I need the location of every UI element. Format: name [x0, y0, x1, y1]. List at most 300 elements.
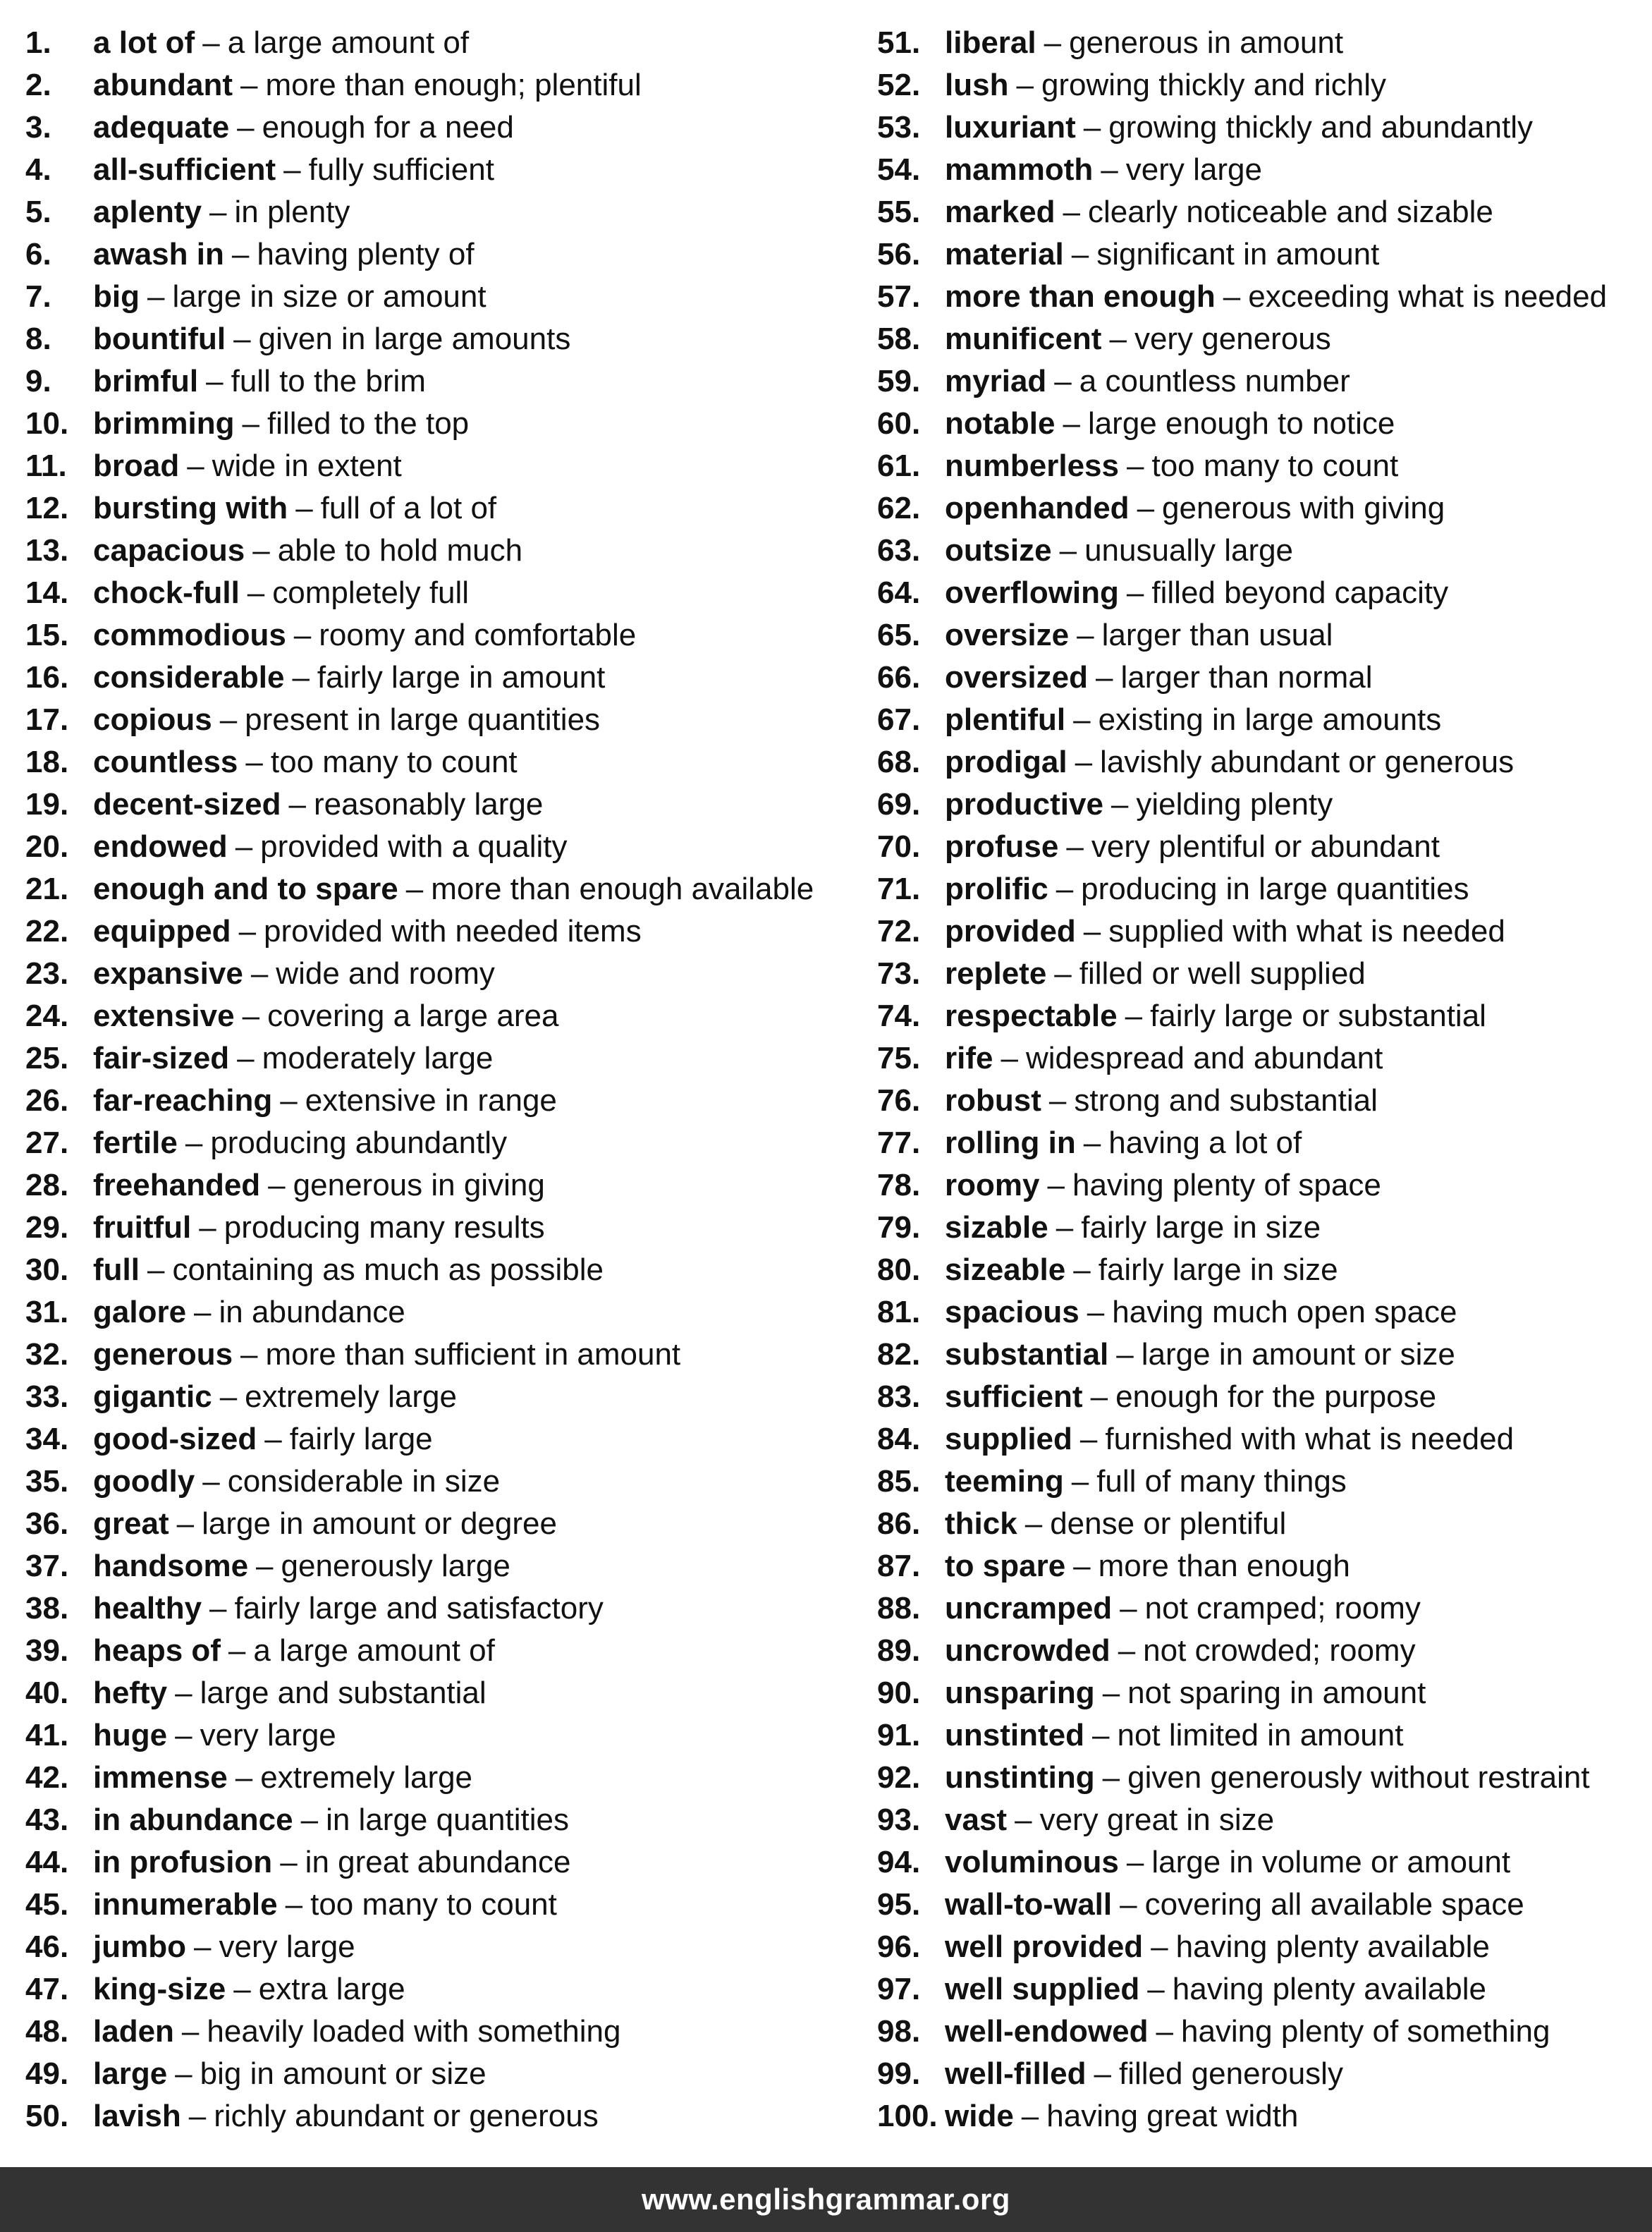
item-word: to spare — [945, 1549, 1066, 1583]
list-item — [877, 64, 1646, 106]
list-item — [25, 149, 857, 191]
item-number: 92. — [877, 1760, 921, 1795]
item-word: robust — [945, 1083, 1041, 1118]
item-definition: too many to count — [270, 745, 518, 779]
list-item — [877, 1841, 1646, 1884]
item-word: equipped — [93, 914, 231, 949]
list-item — [877, 1630, 1646, 1672]
item-word: lavish — [93, 2099, 181, 2133]
item-number: 47. — [25, 1972, 69, 2006]
item-word: unsparing — [945, 1676, 1095, 1710]
item-separator: – — [1073, 1549, 1091, 1583]
item-definition: large in amount or size — [1141, 1337, 1455, 1372]
list-item — [25, 2053, 857, 2095]
item-definition: extensive in range — [305, 1083, 557, 1118]
item-definition: fairly large in amount — [317, 660, 606, 695]
item-separator: – — [242, 406, 259, 441]
list-item — [877, 910, 1646, 953]
item-separator: – — [1083, 110, 1101, 145]
item-separator: – — [188, 2099, 207, 2133]
item-definition: given generously without restraint — [1127, 1760, 1590, 1795]
item-number: 28. — [25, 1168, 69, 1202]
list-item — [25, 1545, 857, 1587]
item-number: 96. — [877, 1929, 921, 1964]
item-number: 95. — [877, 1887, 921, 1922]
item-separator: – — [268, 1168, 286, 1202]
list-item — [877, 403, 1646, 445]
item-number: 15. — [25, 618, 69, 652]
item-definition: provided with needed items — [264, 914, 642, 949]
item-word: handsome — [93, 1549, 249, 1583]
item-definition: fairly large — [289, 1422, 433, 1456]
list-item — [877, 1884, 1646, 1926]
item-word: uncramped — [945, 1591, 1113, 1626]
item-number: 73. — [877, 956, 921, 991]
item-definition: reasonably large — [314, 787, 544, 822]
item-word: supplied — [945, 1422, 1072, 1456]
item-number: 65. — [877, 618, 921, 652]
item-word: vast — [945, 1803, 1008, 1837]
list-item — [25, 1926, 857, 1968]
item-separator: – — [1083, 914, 1101, 949]
item-word: wide — [945, 2099, 1014, 2133]
item-definition: full of a lot of — [320, 491, 497, 525]
item-word: endowed — [93, 829, 228, 864]
item-word: galore — [93, 1295, 187, 1329]
item-word: notable — [945, 406, 1056, 441]
item-number: 27. — [25, 1126, 69, 1160]
list-item — [25, 276, 857, 318]
item-definition: a countless number — [1079, 364, 1350, 398]
item-definition: strong and substantial — [1074, 1083, 1378, 1118]
item-separator: – — [1110, 787, 1129, 822]
list-item — [877, 1926, 1646, 1968]
item-number: 57. — [877, 279, 921, 314]
list-item — [25, 22, 857, 64]
item-definition: filled beyond capacity — [1151, 575, 1449, 610]
list-item — [25, 1714, 857, 1757]
item-definition: in plenty — [234, 195, 350, 229]
item-number: 30. — [25, 1252, 69, 1287]
item-word: sizeable — [945, 1252, 1066, 1287]
item-separator: – — [252, 533, 270, 568]
item-definition: more than enough available — [431, 872, 814, 906]
item-word: unstinted — [945, 1718, 1084, 1752]
list-item — [877, 1757, 1646, 1799]
list-item — [25, 1503, 857, 1545]
item-definition: growing thickly and abundantly — [1108, 110, 1533, 145]
item-word: in profusion — [93, 1845, 273, 1879]
item-word: profuse — [945, 829, 1059, 864]
item-separator: – — [185, 1126, 203, 1160]
item-number: 8. — [25, 322, 51, 356]
item-word: plentiful — [945, 702, 1066, 737]
item-definition: extra large — [258, 1972, 405, 2006]
item-definition: considerable in size — [227, 1464, 501, 1499]
item-word: great — [93, 1506, 169, 1541]
item-separator: – — [175, 1676, 192, 1710]
list-item — [877, 276, 1646, 318]
item-separator: – — [202, 25, 220, 60]
list-item — [877, 1587, 1646, 1630]
item-word: openhanded — [945, 491, 1130, 525]
item-separator: – — [1048, 1083, 1067, 1118]
item-number: 97. — [877, 1972, 921, 2006]
item-word: wall-to-wall — [945, 1887, 1113, 1922]
item-separator: – — [280, 1845, 298, 1879]
item-word: productive — [945, 787, 1103, 822]
list-item — [25, 1376, 857, 1418]
item-separator: – — [240, 1337, 258, 1372]
item-number: 53. — [877, 110, 921, 145]
item-number: 23. — [25, 956, 69, 991]
item-word: myriad — [945, 364, 1047, 398]
item-word: full — [93, 1252, 140, 1287]
item-definition: having plenty available — [1172, 1972, 1486, 2006]
item-definition: large in amount or degree — [202, 1506, 557, 1541]
item-word: thick — [945, 1506, 1017, 1541]
item-number: 10. — [25, 406, 69, 441]
list-item — [877, 1503, 1646, 1545]
item-separator: – — [228, 1633, 246, 1668]
list-item — [877, 22, 1646, 64]
item-separator: – — [1120, 1591, 1137, 1626]
item-number: 20. — [25, 829, 69, 864]
item-word: prolific — [945, 872, 1048, 906]
item-word: freehanded — [93, 1168, 261, 1202]
item-number: 52. — [877, 68, 921, 102]
item-definition: generously large — [281, 1549, 510, 1583]
list-item — [877, 1249, 1646, 1291]
item-word: hefty — [93, 1676, 168, 1710]
item-separator: – — [1066, 829, 1084, 864]
item-word: aplenty — [93, 195, 202, 229]
item-number: 1. — [25, 25, 51, 60]
item-separator: – — [1015, 1803, 1032, 1837]
item-separator: – — [235, 829, 253, 864]
item-separator: – — [1095, 660, 1113, 695]
item-separator: – — [280, 1083, 298, 1118]
item-number: 17. — [25, 702, 69, 737]
item-word: good-sized — [93, 1422, 257, 1456]
item-definition: having great width — [1046, 2099, 1299, 2133]
list-item — [25, 233, 857, 276]
item-definition: present in large quantities — [245, 702, 601, 737]
item-number: 35. — [25, 1464, 69, 1499]
item-number: 36. — [25, 1506, 69, 1541]
item-separator: – — [1101, 152, 1118, 187]
item-word: sufficient — [945, 1379, 1083, 1414]
list-item — [25, 699, 857, 741]
list-item — [877, 1080, 1646, 1122]
item-separator: – — [233, 322, 251, 356]
item-separator: – — [1137, 491, 1155, 525]
item-separator: – — [1090, 1379, 1108, 1414]
list-item — [25, 403, 857, 445]
item-word: mammoth — [945, 152, 1094, 187]
item-definition: fairly large or substantial — [1150, 999, 1486, 1033]
item-word: fertile — [93, 1126, 178, 1160]
item-definition: full of many things — [1096, 1464, 1347, 1499]
list-item — [25, 191, 857, 233]
item-separator: – — [1056, 872, 1074, 906]
item-number: 2. — [25, 68, 51, 102]
item-definition: roomy and comfortable — [319, 618, 637, 652]
item-definition: yielding plenty — [1136, 787, 1333, 822]
list-item — [25, 64, 857, 106]
item-word: considerable — [93, 660, 285, 695]
list-item — [877, 1714, 1646, 1757]
item-number: 32. — [25, 1337, 69, 1372]
item-number: 87. — [877, 1549, 921, 1583]
item-word: far-reaching — [93, 1083, 273, 1118]
item-word: bursting with — [93, 491, 288, 525]
list-item — [25, 1291, 857, 1334]
item-definition: containing as much as possible — [172, 1252, 604, 1287]
item-word: unstinting — [945, 1760, 1095, 1795]
list-item — [25, 1757, 857, 1799]
item-separator: – — [1094, 2056, 1111, 2091]
item-definition: larger than usual — [1101, 618, 1333, 652]
item-definition: having plenty available — [1175, 1929, 1490, 1964]
list-item — [25, 826, 857, 868]
list-item — [25, 1841, 857, 1884]
item-separator: – — [1063, 406, 1080, 441]
item-word: all-sufficient — [93, 152, 276, 187]
item-number: 46. — [25, 1929, 69, 1964]
item-separator: – — [237, 1041, 255, 1075]
item-number: 38. — [25, 1591, 69, 1626]
item-separator: – — [247, 575, 265, 610]
item-word: replete — [945, 956, 1047, 991]
item-separator: – — [1016, 68, 1034, 102]
item-separator: – — [1151, 1929, 1168, 1964]
list-item — [25, 741, 857, 783]
list-item — [877, 1799, 1646, 1841]
item-separator: – — [264, 1422, 282, 1456]
item-word: fair-sized — [93, 1041, 230, 1075]
item-definition: generous in amount — [1069, 25, 1344, 60]
list-item — [877, 572, 1646, 614]
item-separator: – — [176, 1506, 195, 1541]
item-separator: – — [206, 364, 224, 398]
item-separator: – — [199, 1210, 216, 1245]
item-number: 100. — [877, 2099, 938, 2133]
item-definition: filled to the top — [267, 406, 470, 441]
item-number: 5. — [25, 195, 51, 229]
list-item — [25, 445, 857, 487]
list-item — [25, 1334, 857, 1376]
item-number: 3. — [25, 110, 51, 145]
item-separator: – — [187, 449, 204, 483]
item-definition: fairly large and satisfactory — [234, 1591, 604, 1626]
item-separator: – — [1147, 1972, 1165, 2006]
item-separator: – — [1054, 364, 1072, 398]
item-number: 84. — [877, 1422, 921, 1456]
item-definition: very generous — [1134, 322, 1331, 356]
item-definition: richly abundant or generous — [214, 2099, 599, 2133]
list-item — [25, 1672, 857, 1714]
footer-website-link[interactable]: www.englishgrammar.org — [642, 2183, 1010, 2216]
item-number: 74. — [877, 999, 921, 1033]
item-separator: – — [1056, 1210, 1074, 1245]
item-number: 42. — [25, 1760, 69, 1795]
item-definition: a large amount of — [227, 25, 470, 60]
list-item — [877, 1122, 1646, 1164]
item-definition: filled or well supplied — [1079, 956, 1366, 991]
item-separator: – — [209, 1591, 227, 1626]
list-item — [25, 614, 857, 657]
item-definition: large and substantial — [200, 1676, 487, 1710]
item-separator: – — [1126, 449, 1144, 483]
item-separator: – — [1116, 1337, 1134, 1372]
list-item — [25, 1460, 857, 1503]
item-word: expansive — [93, 956, 243, 991]
item-word: rife — [945, 1041, 993, 1075]
item-number: 82. — [877, 1337, 921, 1372]
item-word: generous — [93, 1337, 233, 1372]
item-separator: – — [293, 618, 312, 652]
item-definition: provided with a quality — [260, 829, 568, 864]
item-word: abundant — [93, 68, 233, 102]
item-word: well-filled — [945, 2056, 1087, 2091]
list-item — [877, 1418, 1646, 1460]
item-word: rolling in — [945, 1126, 1076, 1160]
item-separator: – — [1021, 2099, 1039, 2133]
item-definition: not limited in amount — [1117, 1718, 1404, 1752]
item-separator: – — [1102, 1676, 1120, 1710]
item-number: 69. — [877, 787, 921, 822]
item-definition: very great in size — [1039, 1803, 1275, 1837]
item-word: decent-sized — [93, 787, 281, 822]
list-item — [877, 1968, 1646, 2011]
list-item — [877, 2053, 1646, 2095]
list-item — [25, 868, 857, 910]
item-separator: – — [1156, 2014, 1173, 2049]
item-number: 76. — [877, 1083, 921, 1118]
item-word: substantial — [945, 1337, 1109, 1372]
item-separator: – — [242, 999, 260, 1033]
item-number: 68. — [877, 745, 921, 779]
item-number: 33. — [25, 1379, 69, 1414]
item-separator: – — [1063, 195, 1081, 229]
item-definition: more than sufficient in amount — [265, 1337, 681, 1372]
item-word: spacious — [945, 1295, 1079, 1329]
list-item — [877, 445, 1646, 487]
item-definition: having plenty of space — [1072, 1168, 1381, 1202]
item-number: 31. — [25, 1295, 69, 1329]
item-word: adequate — [93, 110, 230, 145]
item-number: 37. — [25, 1549, 69, 1583]
list-item — [25, 1587, 857, 1630]
item-number: 91. — [877, 1718, 921, 1752]
item-number: 48. — [25, 2014, 69, 2049]
item-definition: big in amount or size — [200, 2056, 487, 2091]
item-separator: – — [1044, 25, 1062, 60]
item-word: enough and to spare — [93, 872, 398, 906]
item-number: 29. — [25, 1210, 69, 1245]
item-definition: generous with giving — [1162, 491, 1445, 525]
item-definition: growing thickly and richly — [1041, 68, 1387, 102]
item-number: 25. — [25, 1041, 69, 1075]
item-separator: – — [240, 68, 258, 102]
item-number: 55. — [877, 195, 921, 229]
item-number: 81. — [877, 1295, 921, 1329]
item-separator: – — [1024, 1506, 1043, 1541]
item-number: 50. — [25, 2099, 69, 2133]
item-definition: too many to count — [310, 1887, 557, 1922]
item-number: 85. — [877, 1464, 921, 1499]
item-number: 43. — [25, 1803, 69, 1837]
item-separator: – — [209, 195, 227, 229]
item-definition: more than enough — [1098, 1549, 1350, 1583]
item-definition: large in size or amount — [172, 279, 487, 314]
item-word: capacious — [93, 533, 245, 568]
item-definition: large in volume or amount — [1151, 1845, 1511, 1879]
item-word: large — [93, 2056, 168, 2091]
list-item — [877, 149, 1646, 191]
list-item — [877, 614, 1646, 657]
item-definition: fairly large in size — [1081, 1210, 1321, 1245]
item-number: 75. — [877, 1041, 921, 1075]
item-definition: extremely large — [245, 1379, 457, 1414]
item-number: 59. — [877, 364, 921, 398]
item-separator: – — [295, 491, 313, 525]
item-definition: clearly noticeable and sizable — [1088, 195, 1493, 229]
item-definition: very plentiful or abundant — [1091, 829, 1440, 864]
item-number: 62. — [877, 491, 921, 525]
item-separator: – — [1071, 237, 1089, 272]
list-item — [25, 1418, 857, 1460]
item-word: jumbo — [93, 1929, 186, 1964]
item-separator: – — [288, 787, 306, 822]
item-number: 7. — [25, 279, 51, 314]
item-number: 11. — [25, 449, 67, 483]
item-word: numberless — [945, 449, 1119, 483]
list-item — [25, 1122, 857, 1164]
item-word: in abundance — [93, 1803, 293, 1837]
item-number: 63. — [877, 533, 921, 568]
item-number: 13. — [25, 533, 69, 568]
item-word: brimful — [93, 364, 199, 398]
item-definition: completely full — [272, 575, 470, 610]
item-number: 61. — [877, 449, 921, 483]
list-item — [25, 2095, 857, 2138]
item-separator: – — [1073, 1252, 1091, 1287]
item-number: 67. — [877, 702, 921, 737]
item-definition: very large — [200, 1718, 336, 1752]
item-word: chock-full — [93, 575, 240, 610]
item-separator: – — [292, 660, 310, 695]
item-number: 9. — [25, 364, 51, 398]
item-word: countless — [93, 745, 238, 779]
list-item — [25, 1207, 857, 1249]
item-definition: heavily loaded with something — [207, 2014, 621, 2049]
item-word: immense — [93, 1760, 228, 1795]
list-item — [25, 1249, 857, 1291]
item-definition: full to the brim — [231, 364, 426, 398]
item-definition: existing in large amounts — [1098, 702, 1442, 737]
item-number: 6. — [25, 237, 51, 272]
item-number: 64. — [877, 575, 921, 610]
item-word: innumerable — [93, 1887, 278, 1922]
item-definition: supplied with what is needed — [1108, 914, 1505, 949]
list-item — [25, 1164, 857, 1207]
item-separator: – — [1120, 1887, 1137, 1922]
item-separator: – — [283, 152, 301, 187]
list-item — [25, 2011, 857, 2053]
item-separator: – — [147, 279, 165, 314]
